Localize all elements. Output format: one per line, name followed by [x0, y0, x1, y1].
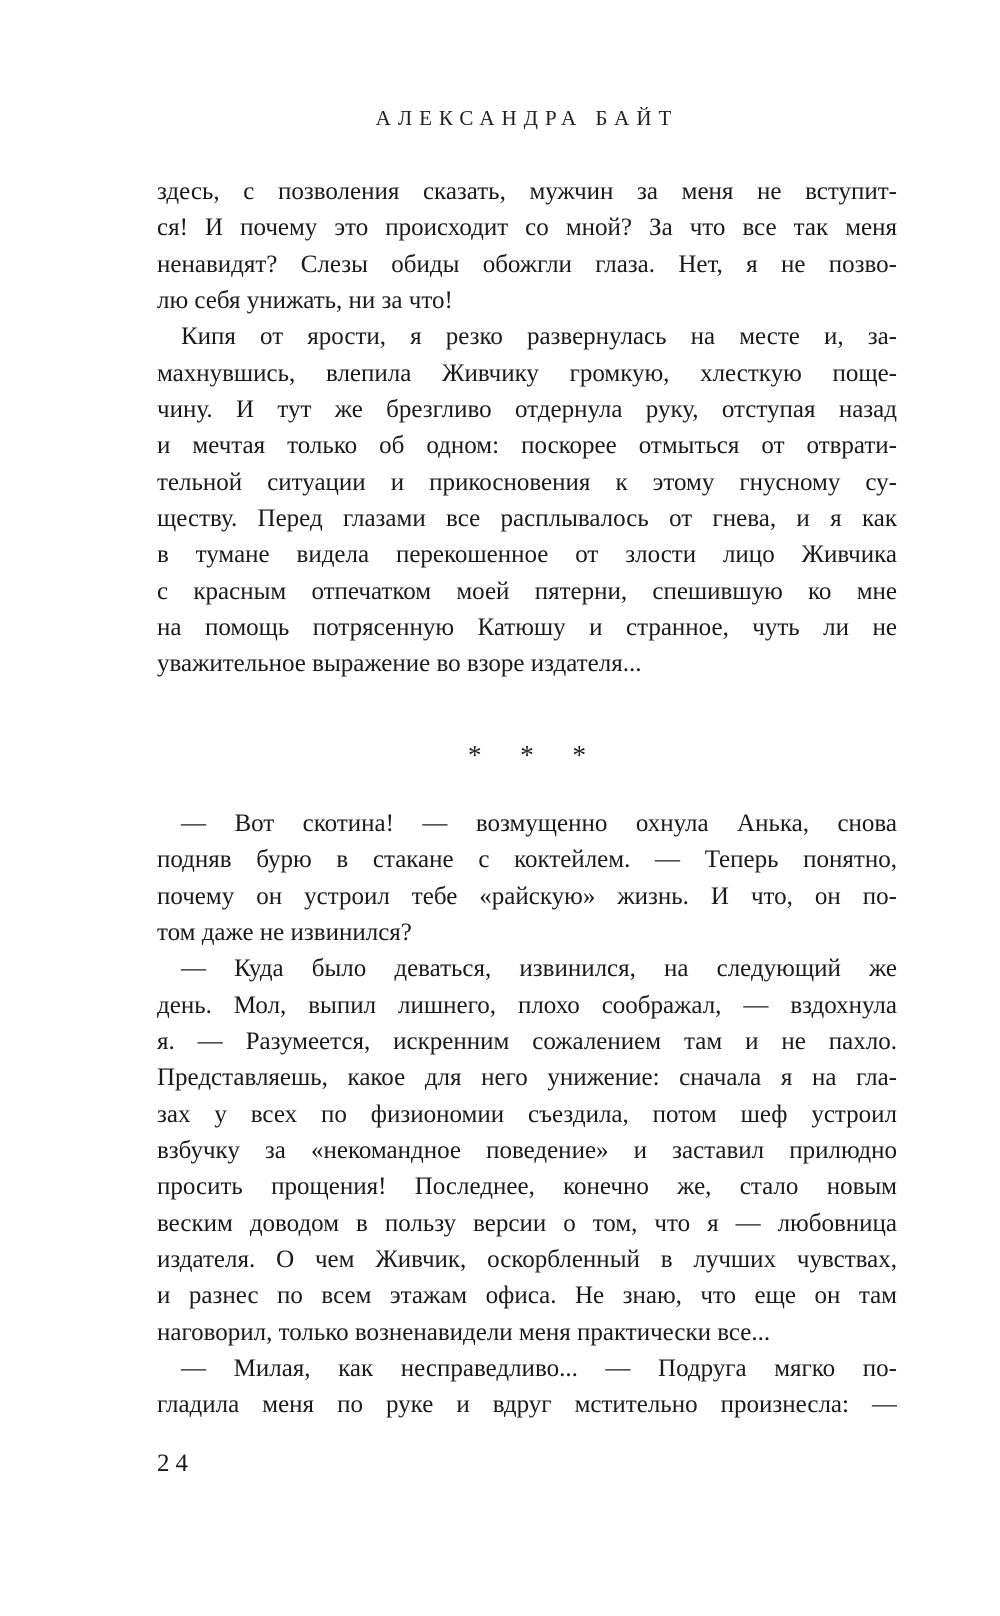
text-line: ся! И почему это происходит со мной? За что все так меня	[157, 214, 897, 242]
page-number: 24	[157, 1450, 194, 1477]
text-line: день. Мол, выпил лишнего, плохо соображал, — вздохнула	[157, 991, 897, 1019]
text-line: наговорил, только возненавидели меня практически все...	[157, 1318, 771, 1346]
text-line: подняв бурю в стакане с коктейлем. — Теперь понятно,	[157, 846, 897, 874]
text-line: веским доводом в пользу версии о том, что я — любовница	[157, 1209, 897, 1237]
text-line: зах у всех по физиономии съездила, потом шеф устроил	[157, 1100, 897, 1128]
paragraph	[157, 319, 897, 682]
text-line: Кипя от ярости, я резко развернулась на месте и, за-	[181, 323, 897, 351]
text-line: ществу. Перед глазами все расплывалось от гнева, и я как	[157, 504, 897, 532]
text-line: издателя. О чем Живчик, оскорбленный в лучших чувствах,	[157, 1245, 897, 1273]
section-separator: * * *	[468, 739, 602, 770]
text-line: Представляешь, какое для него унижение: сначала я на гла-	[157, 1064, 897, 1092]
text-line: ненавидят? Слезы обиды обожгли глаза. Нет, я не позво-	[157, 250, 897, 278]
text-line: с красным отпечатком моей пятерни, спешившую ко мне	[157, 577, 897, 605]
text-line: махнувшись, влепила Живчику громкую, хлесткую поще-	[157, 359, 897, 387]
text-line: гладила меня по руке и вдруг мстительно произнесла: —	[157, 1391, 897, 1419]
text-line: просить прощения! Последнее, конечно же, стало новым	[157, 1173, 897, 1201]
text-line: лю себя унижать, ни за что!	[157, 286, 453, 314]
text-line: — Вот скотина! — возмущенно охнула Анька, снова	[181, 809, 897, 837]
paragraph	[157, 1351, 897, 1424]
text-line: и мечтая только об одном: поскорее отмыться от отврати-	[157, 432, 897, 460]
paragraph	[157, 174, 897, 319]
text-line: — Куда было деваться, извинился, на следующий же	[181, 955, 897, 983]
paragraph	[157, 951, 897, 1351]
text-line: уважительное выражение во взоре издателя...	[157, 650, 642, 678]
text-line: я. — Разумеется, искренним сожалением там и не пахло.	[157, 1027, 897, 1055]
text-line: тельной ситуации и прикосновения к этому гнусному су-	[157, 468, 897, 496]
text-line: в тумане видела перекошенное от злости лицо Живчика	[157, 541, 897, 569]
paragraph	[157, 806, 897, 951]
text-line: и разнес по всем этажам офиса. Не знаю, что еще он там	[157, 1282, 897, 1310]
text-line: взбучку за «некомандное поведение» и заставил прилюдно	[157, 1136, 897, 1164]
text-line: на помощь потрясенную Катюшу и странное, чуть ли не	[157, 613, 897, 641]
body-text	[157, 174, 897, 1424]
text-line: том даже не извинился?	[157, 918, 412, 946]
text-line: почему он устроил тебе «райскую» жизнь. И что, он по-	[157, 882, 897, 910]
text-line: чину. И тут же брезгливо отдернула руку, отступая назад	[157, 395, 897, 423]
running-header-author: АЛЕКСАНДРА БАЙТ	[375, 106, 679, 130]
text-line: здесь, с позволения сказать, мужчин за меня не вступит-	[157, 178, 897, 205]
text-line: — Милая, как несправедливо... — Подруга мягко по-	[181, 1354, 897, 1382]
